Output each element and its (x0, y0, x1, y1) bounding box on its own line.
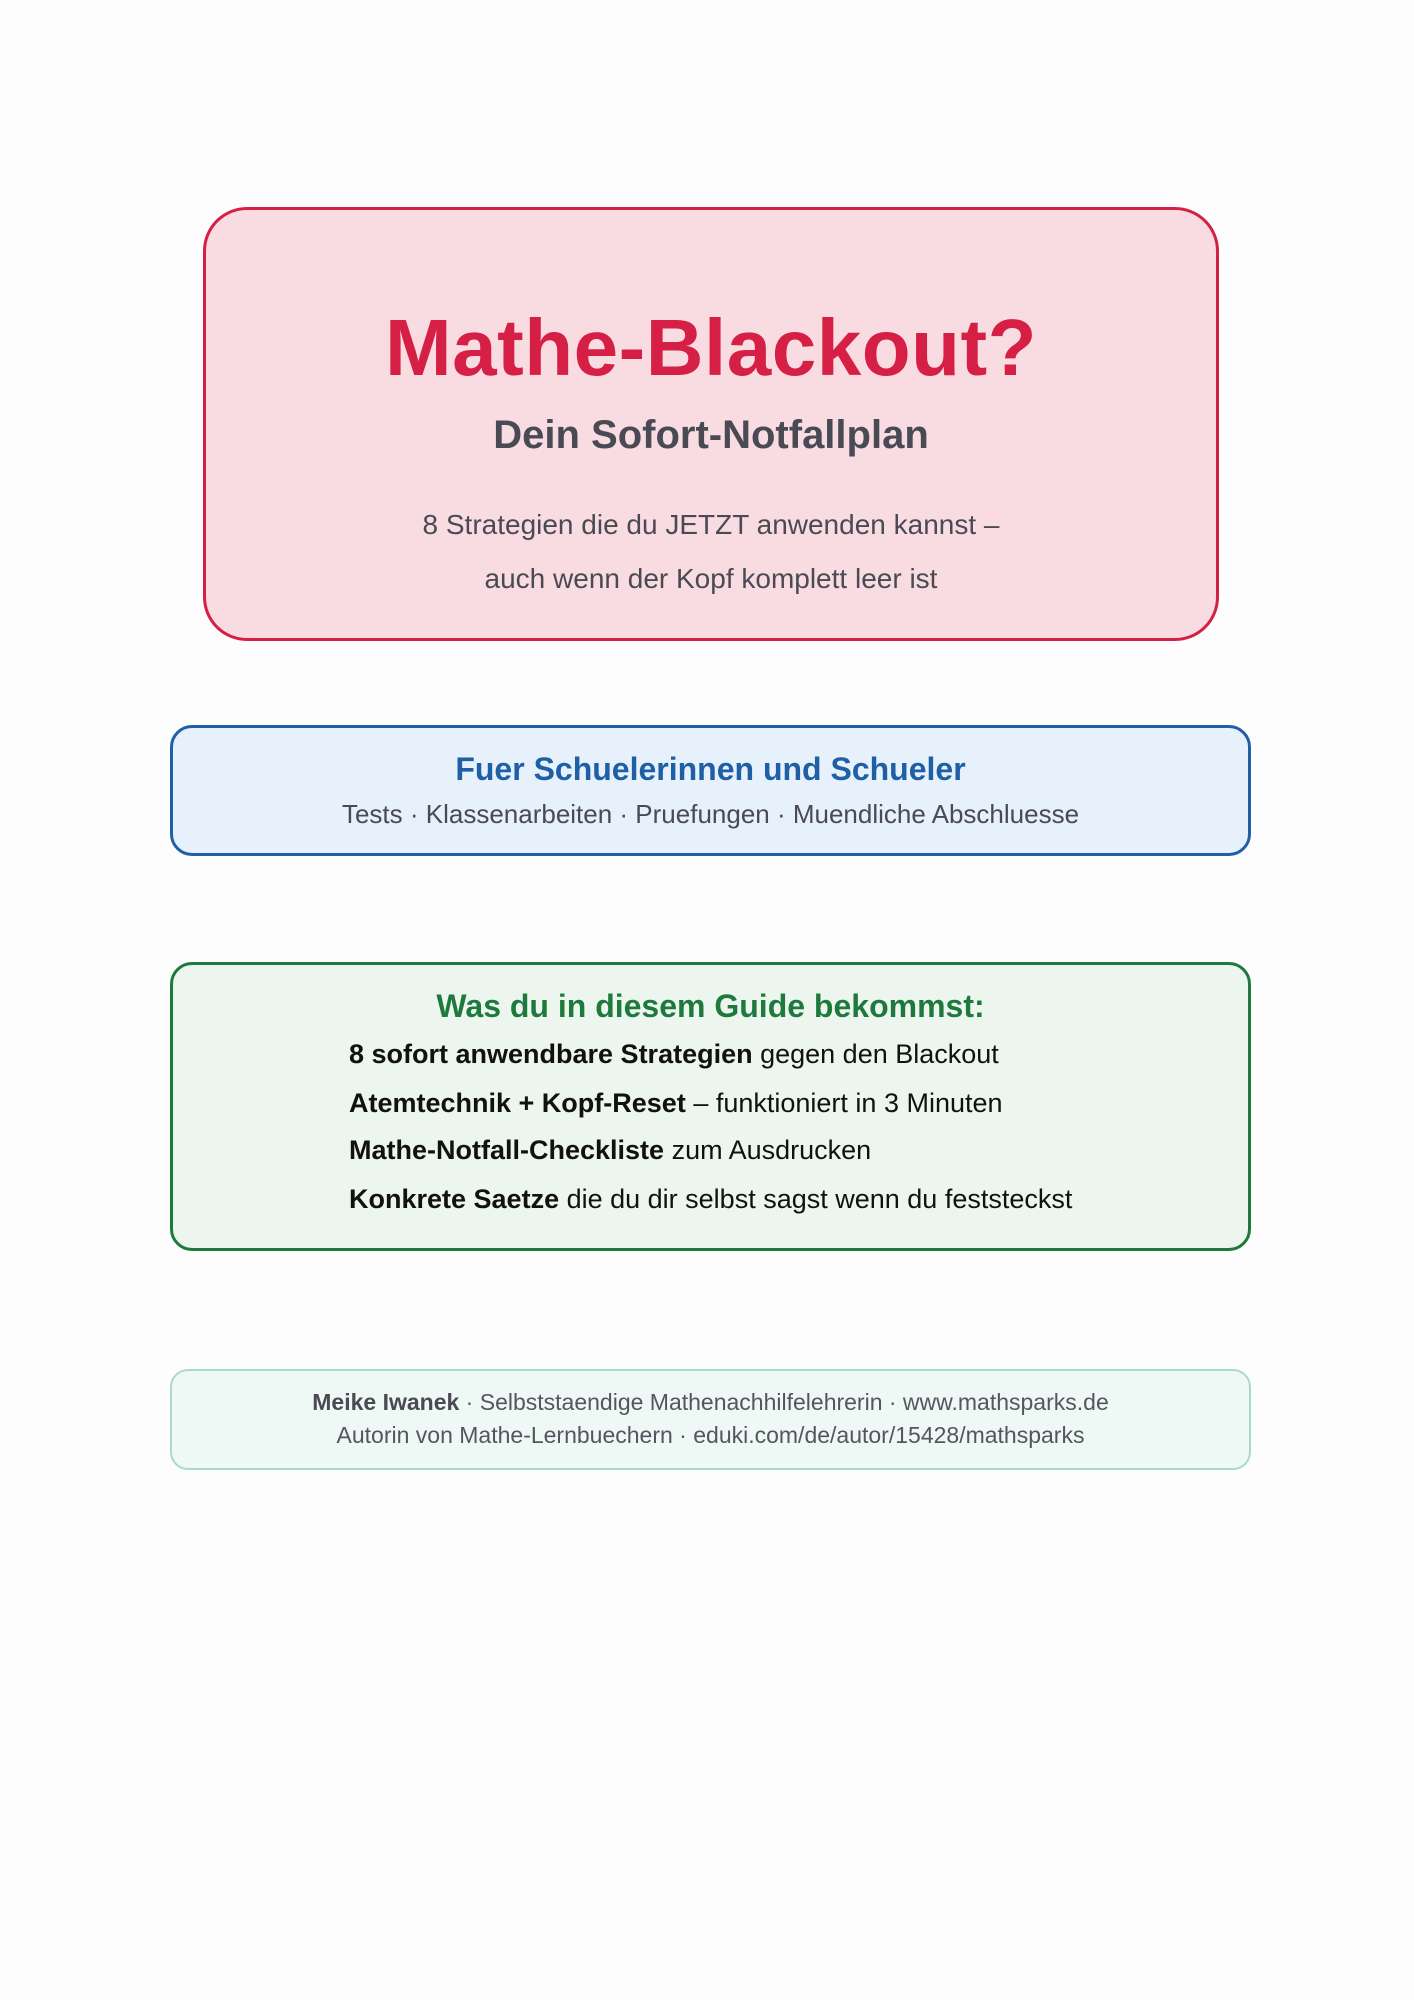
audience-exam-types: Tests · Klassenarbeiten · Pruefungen · Muendliche Abschluesse (341, 799, 1080, 829)
guide-item-text: zum Ausdrucken (664, 1135, 872, 1165)
author-card (170, 1369, 1251, 1470)
guide-item-bold: Atemtechnik + Kopf-Reset (349, 1088, 686, 1118)
audience-card (170, 725, 1251, 856)
guide-item-bold: Konkrete Saetze (349, 1184, 560, 1214)
guide-item (349, 1090, 1003, 1117)
guide-item (349, 1186, 1072, 1213)
guide-contents-card (170, 962, 1251, 1251)
audience-heading: Fuer Schuelerinnen und Schueler (455, 751, 966, 787)
author-role-website: · Selbststaendige Mathenachhilfelehrerin · www.mathsparks.de (459, 1389, 1109, 1415)
page-subtitle: Dein Sofort-Notfallplan (493, 413, 929, 457)
guide-item (349, 1137, 871, 1164)
guide-heading: Was du in diesem Guide bekommst: (436, 988, 985, 1024)
hero-tagline-line-2: auch wenn der Kopf komplett leer ist (484, 563, 938, 594)
author-info-line-1 (172, 1391, 1249, 1414)
hero-tagline-line-1: 8 Strategien die du JETZT anwenden kannst – (422, 509, 1000, 540)
guide-item (349, 1041, 999, 1068)
author-name: Meike Iwanek (312, 1389, 460, 1415)
author-info-line-2: Autorin von Mathe-Lernbuechern · eduki.com/de/autor/15428/mathsparks (336, 1422, 1085, 1448)
guide-item-text: – funktioniert in 3 Minuten (685, 1088, 1003, 1118)
guide-item-bold: Mathe-Notfall-Checkliste (349, 1135, 665, 1165)
guide-item-text: die du dir selbst sagst wenn du feststeckst (559, 1184, 1073, 1214)
guide-item-text: gegen den Blackout (752, 1039, 999, 1069)
page-title: Mathe-Blackout? (385, 303, 1037, 392)
guide-item-bold: 8 sofort anwendbare Strategien (349, 1039, 753, 1069)
hero-card (203, 207, 1219, 641)
